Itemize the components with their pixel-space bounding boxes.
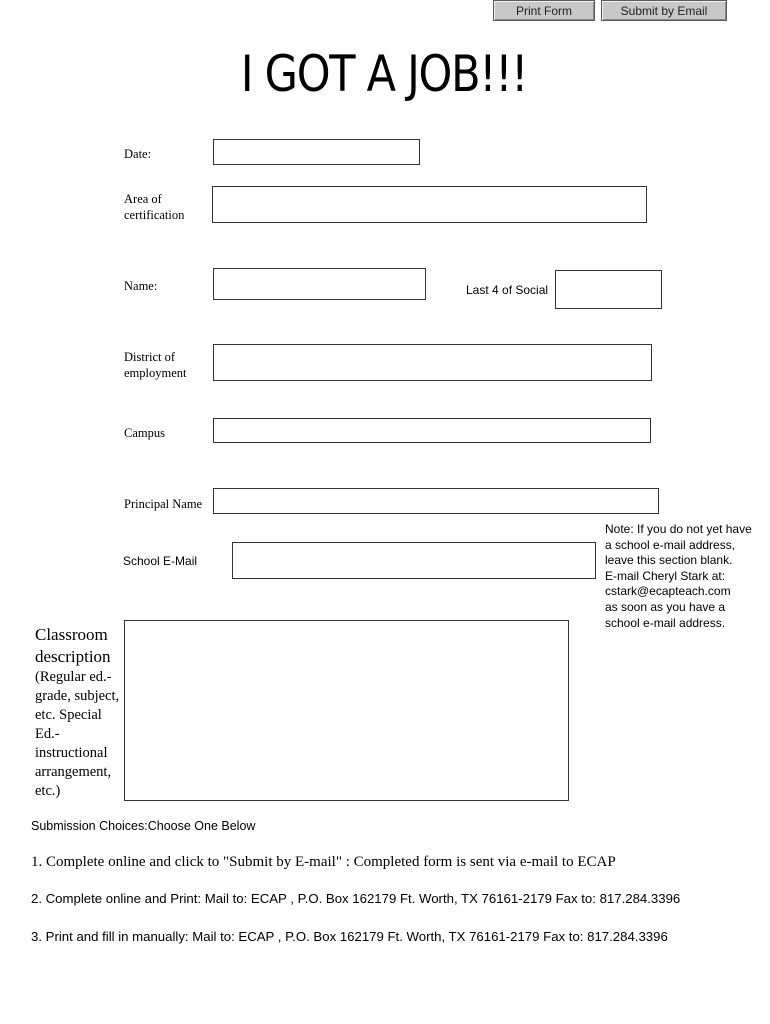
classroom-label-main: Classroom description <box>35 625 111 666</box>
school-email-label: School E-Mail <box>123 554 198 568</box>
date-label: Date: <box>124 147 152 161</box>
district-field[interactable] <box>213 344 652 381</box>
print-form-button[interactable]: Print Form <box>493 0 595 21</box>
school-email-field[interactable] <box>232 542 596 579</box>
email-note: Note: If you do not yet have a school e-mail address, leave this section blank. E-mail Cheryl Stark at: cstark@ecapteach.com as soon as you have a school e-mail address. <box>605 522 752 630</box>
classroom-label-detail: (Regular ed.- grade, subject, etc. Special Ed.- instructional arrangement, etc.) <box>35 669 120 799</box>
submit-by-email-button[interactable]: Submit by Email <box>601 0 727 21</box>
name-field[interactable] <box>213 268 426 300</box>
campus-field[interactable] <box>213 418 651 443</box>
classroom-label <box>35 624 127 801</box>
page-title: I GOT A JOB!!! <box>240 45 528 103</box>
certification-label: Area of certification <box>124 192 185 222</box>
district-label: District of employment <box>124 350 187 380</box>
campus-label: Campus <box>124 426 165 440</box>
submission-heading: Submission Choices:Choose One Below <box>31 819 256 833</box>
classroom-field[interactable] <box>124 620 569 801</box>
name-label: Name: <box>124 279 158 293</box>
principal-field[interactable] <box>213 488 659 514</box>
ssn-field[interactable] <box>555 270 662 309</box>
certification-field[interactable] <box>212 186 647 223</box>
submission-choice-2: 2. Complete online and Print: Mail to: ECAP , P.O. Box 162179 Ft. Worth, TX 76161-2179 Fax to: 817.284.3396 <box>31 891 681 906</box>
principal-label: Principal Name <box>124 497 203 511</box>
submission-choice-3: 3. Print and fill in manually: Mail to: ECAP , P.O. Box 162179 Ft. Worth, TX 76161-2179 Fax to: 817.284.3396 <box>31 929 668 944</box>
submission-choice-1: 1. Complete online and click to "Submit by E-mail" : Completed form is sent via e-mail to ECAP <box>31 854 616 870</box>
ssn-label: Last 4 of Social <box>466 283 549 297</box>
date-field[interactable] <box>213 139 420 165</box>
